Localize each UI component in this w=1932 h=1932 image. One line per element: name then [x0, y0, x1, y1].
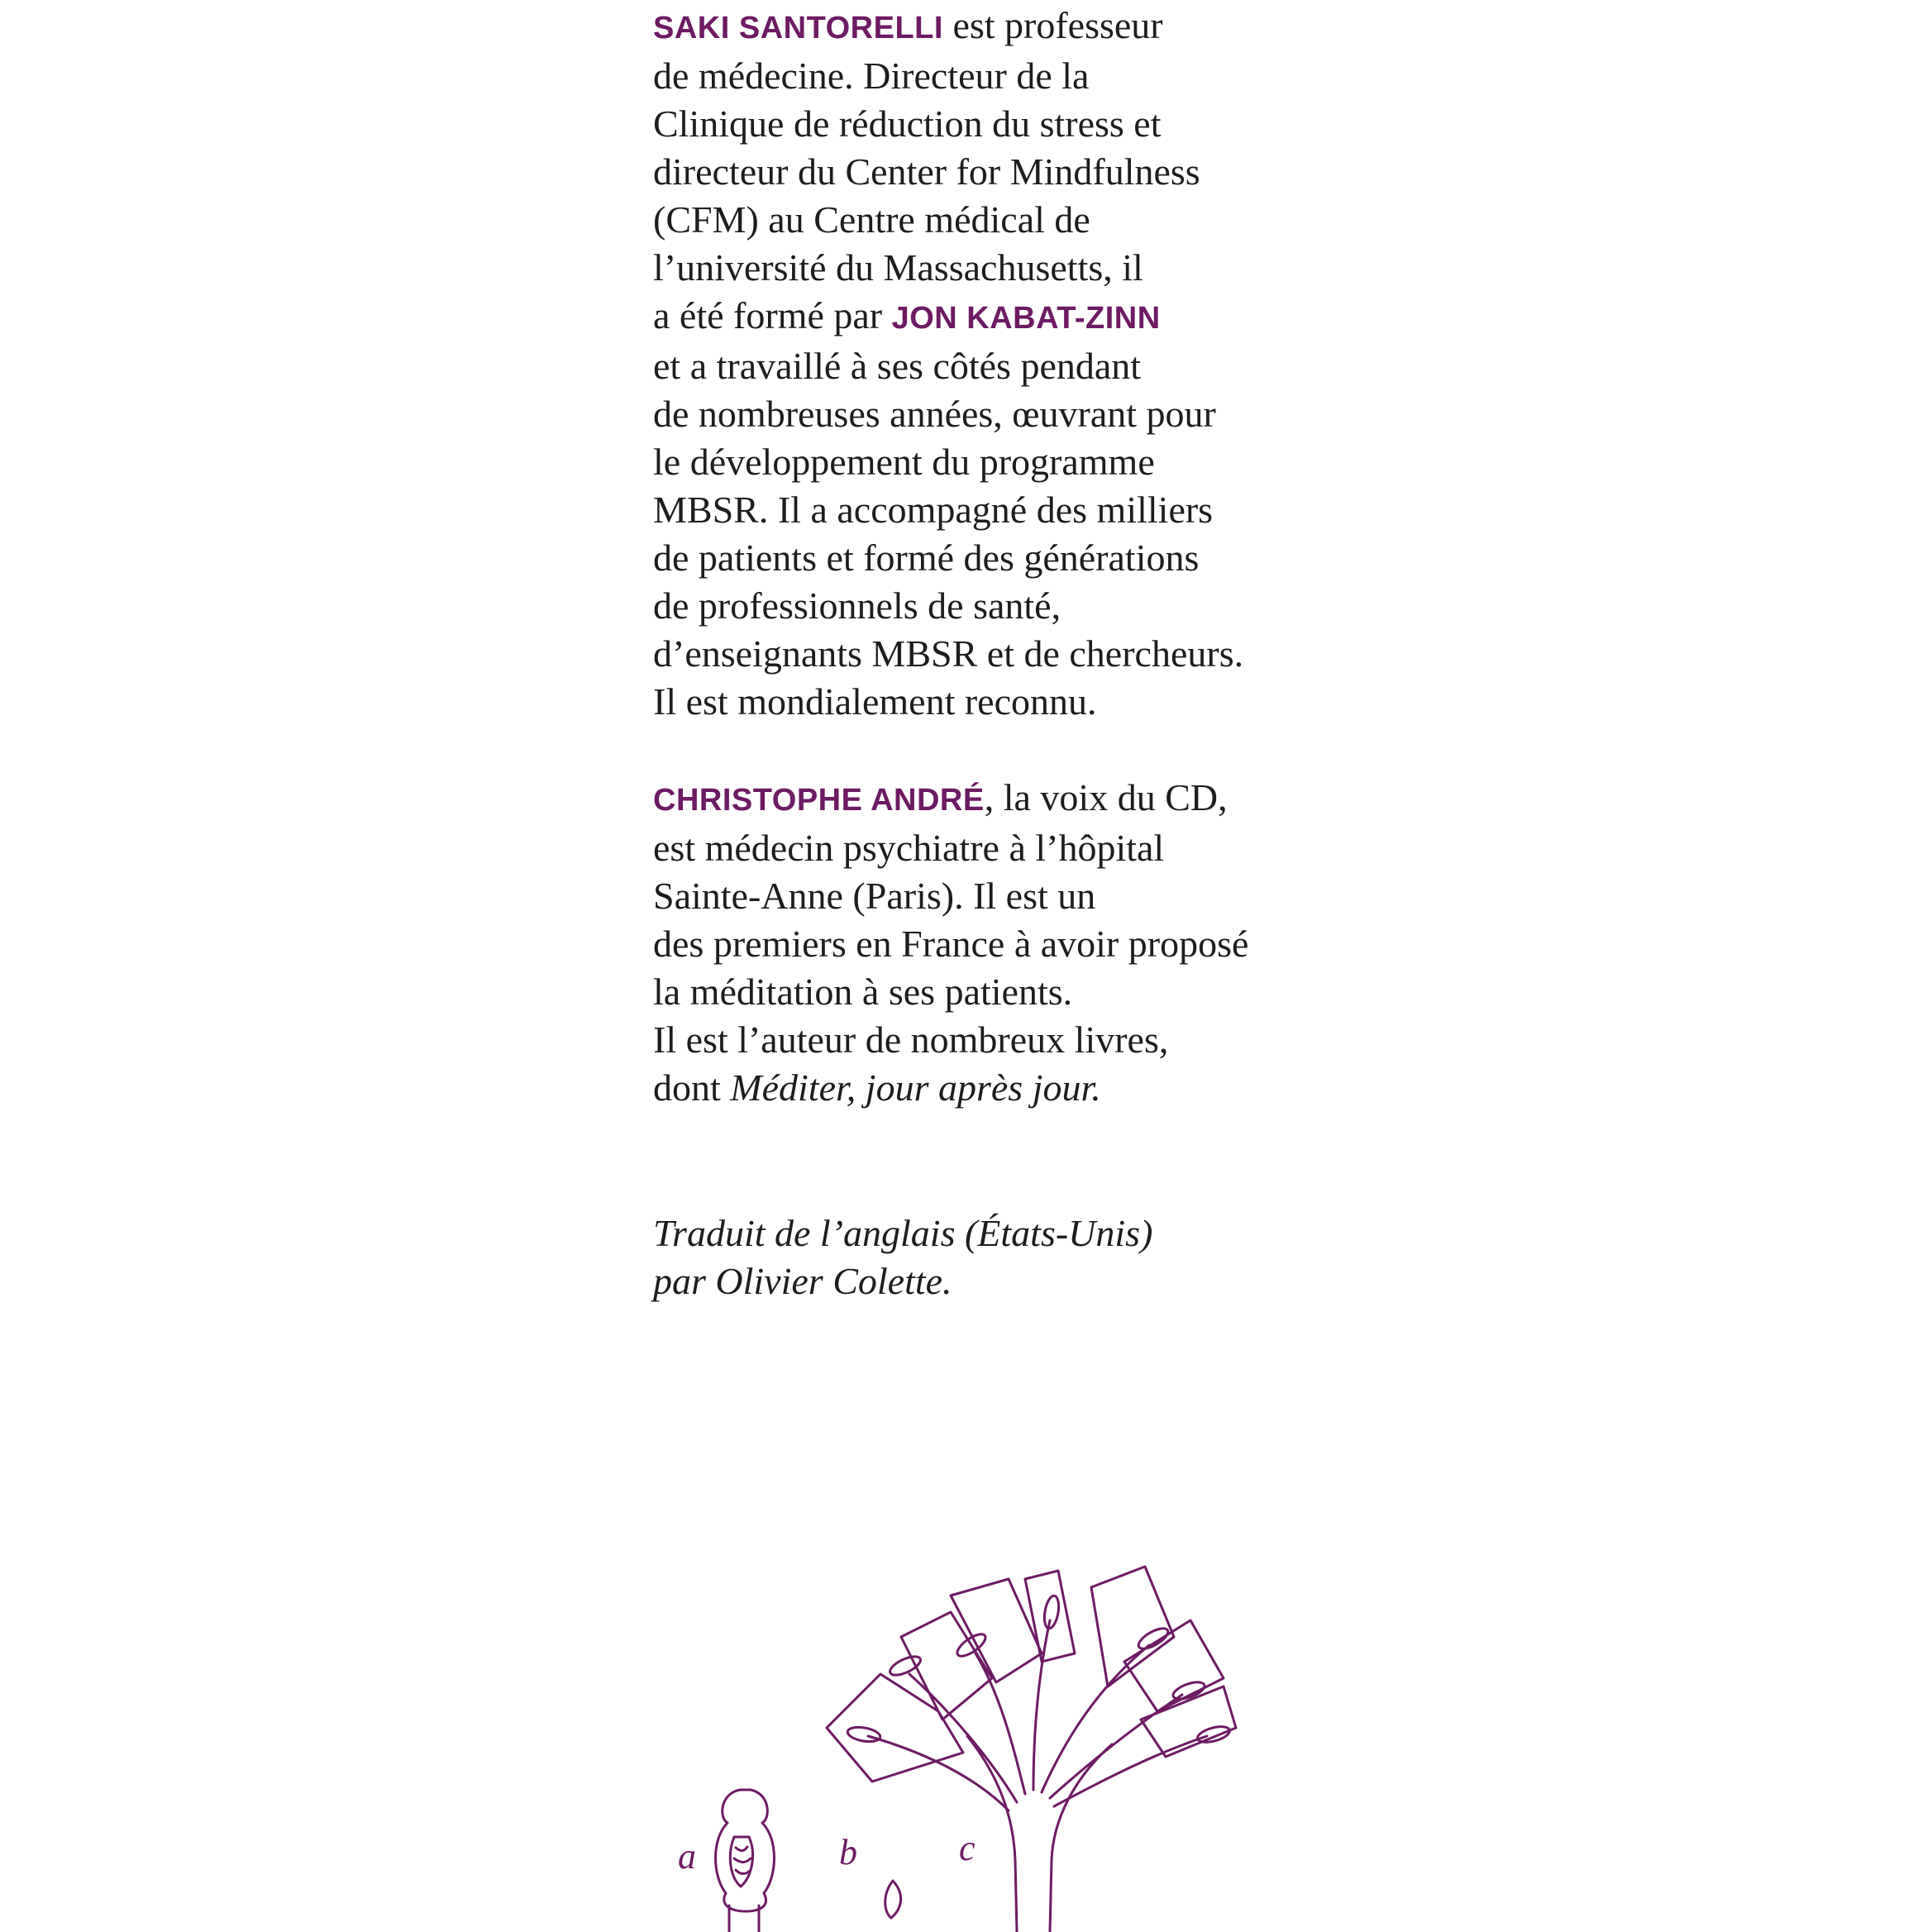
figure-a-ovary [716, 1790, 775, 1932]
author-name-santorelli: SAKI SANTORELLI [653, 11, 943, 45]
flower-drawing-icon [661, 1529, 1323, 1932]
figure-c-flower [827, 1567, 1236, 1932]
book-title: Méditer, jour après jour. [730, 1066, 1101, 1109]
bio-santorelli: SAKI SANTORELLI est professeur de médecine. Directeur de la Clinique de réduction du stress et directeur du Center for Mindfulness (CFM) au Centre médical de l’université du Massachusetts, il a été formé par JON KABAT-ZINN et a travaillé à ses côtés pendant de nombreuses années, œuvrant pour le développement du programme MBSR. Il a accompagné des milliers de patients et formé des générations de professionnels de santé, d’enseignants MBSR et de chercheurs. Il est mondialement reconnu. [653, 4, 1244, 723]
text-column [653, 2, 1331, 1305]
figure-b-seed [885, 1881, 901, 1918]
botanical-illustration [661, 1529, 1323, 1932]
bio-andre: CHRISTOPHE ANDRÉ, la voix du CD, est médecin psychiatre à l’hôpital Sainte-Anne (Paris). Il est un des premiers en France à avoir proposé la méditation à ses patients. Il est l’auteur de nombreux livres, dont Méditer, jour après jour. [653, 776, 1249, 1109]
name-kabat-zinn: JON KABAT-ZINN [891, 301, 1161, 336]
translation-credit: Traduit de l’anglais (États-Unis) par Olivier Colette. [653, 1212, 1153, 1302]
label-c: c [959, 1828, 976, 1868]
label-b: b [839, 1832, 857, 1872]
author-name-andre: CHRISTOPHE ANDRÉ [653, 783, 985, 818]
label-a: a [678, 1836, 696, 1877]
